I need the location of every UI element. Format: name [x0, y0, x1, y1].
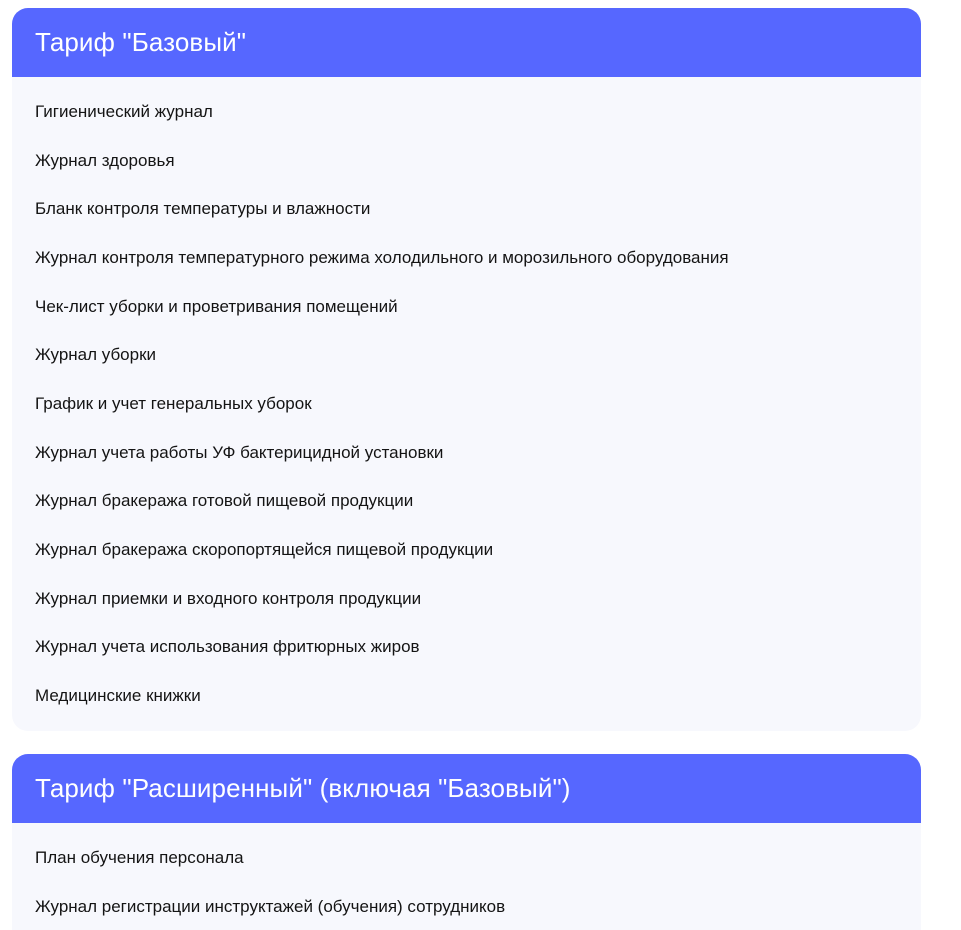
tariff-header-extended [12, 754, 921, 823]
tariff-item: Журнал контроля температурного режима холодильного и морозильного оборудования [35, 248, 729, 267]
tariff-item: План обучения персонала [35, 848, 244, 867]
tariff-title-extended: Тариф "Расширенный" (включая "Базовый") [35, 773, 571, 803]
tariff-item: Чек-лист уборки и проветривания помещений [35, 297, 398, 316]
tariff-item: Журнал приемки и входного контроля продукции [35, 589, 422, 608]
tariff-card-extended [12, 754, 921, 930]
tariff-item: Бланк контроля температуры и влажности [35, 199, 371, 218]
tariff-item: Медицинские книжки [35, 686, 201, 705]
tariff-item: Журнал учета работы УФ бактерицидной установки [35, 443, 444, 462]
tariff-title-basic: Тариф "Базовый" [35, 27, 247, 57]
tariff-item: Журнал регистрации инструктажей (обучения) сотрудников [35, 897, 506, 916]
tariff-item: Журнал бракеража готовой пищевой продукции [35, 491, 414, 510]
tariff-item: Журнал уборки [35, 345, 157, 364]
tariff-header-basic [12, 8, 921, 77]
tariff-item: Журнал здоровья [35, 151, 175, 170]
tariff-item: Журнал учета использования фритюрных жиров [35, 637, 420, 656]
tariff-item: График и учет генеральных уборок [35, 394, 312, 413]
tariff-item: Гигиенический журнал [35, 102, 213, 121]
tariff-card-basic [12, 8, 921, 731]
tariff-item: Журнал бракеража скоропортящейся пищевой продукции [35, 540, 494, 559]
